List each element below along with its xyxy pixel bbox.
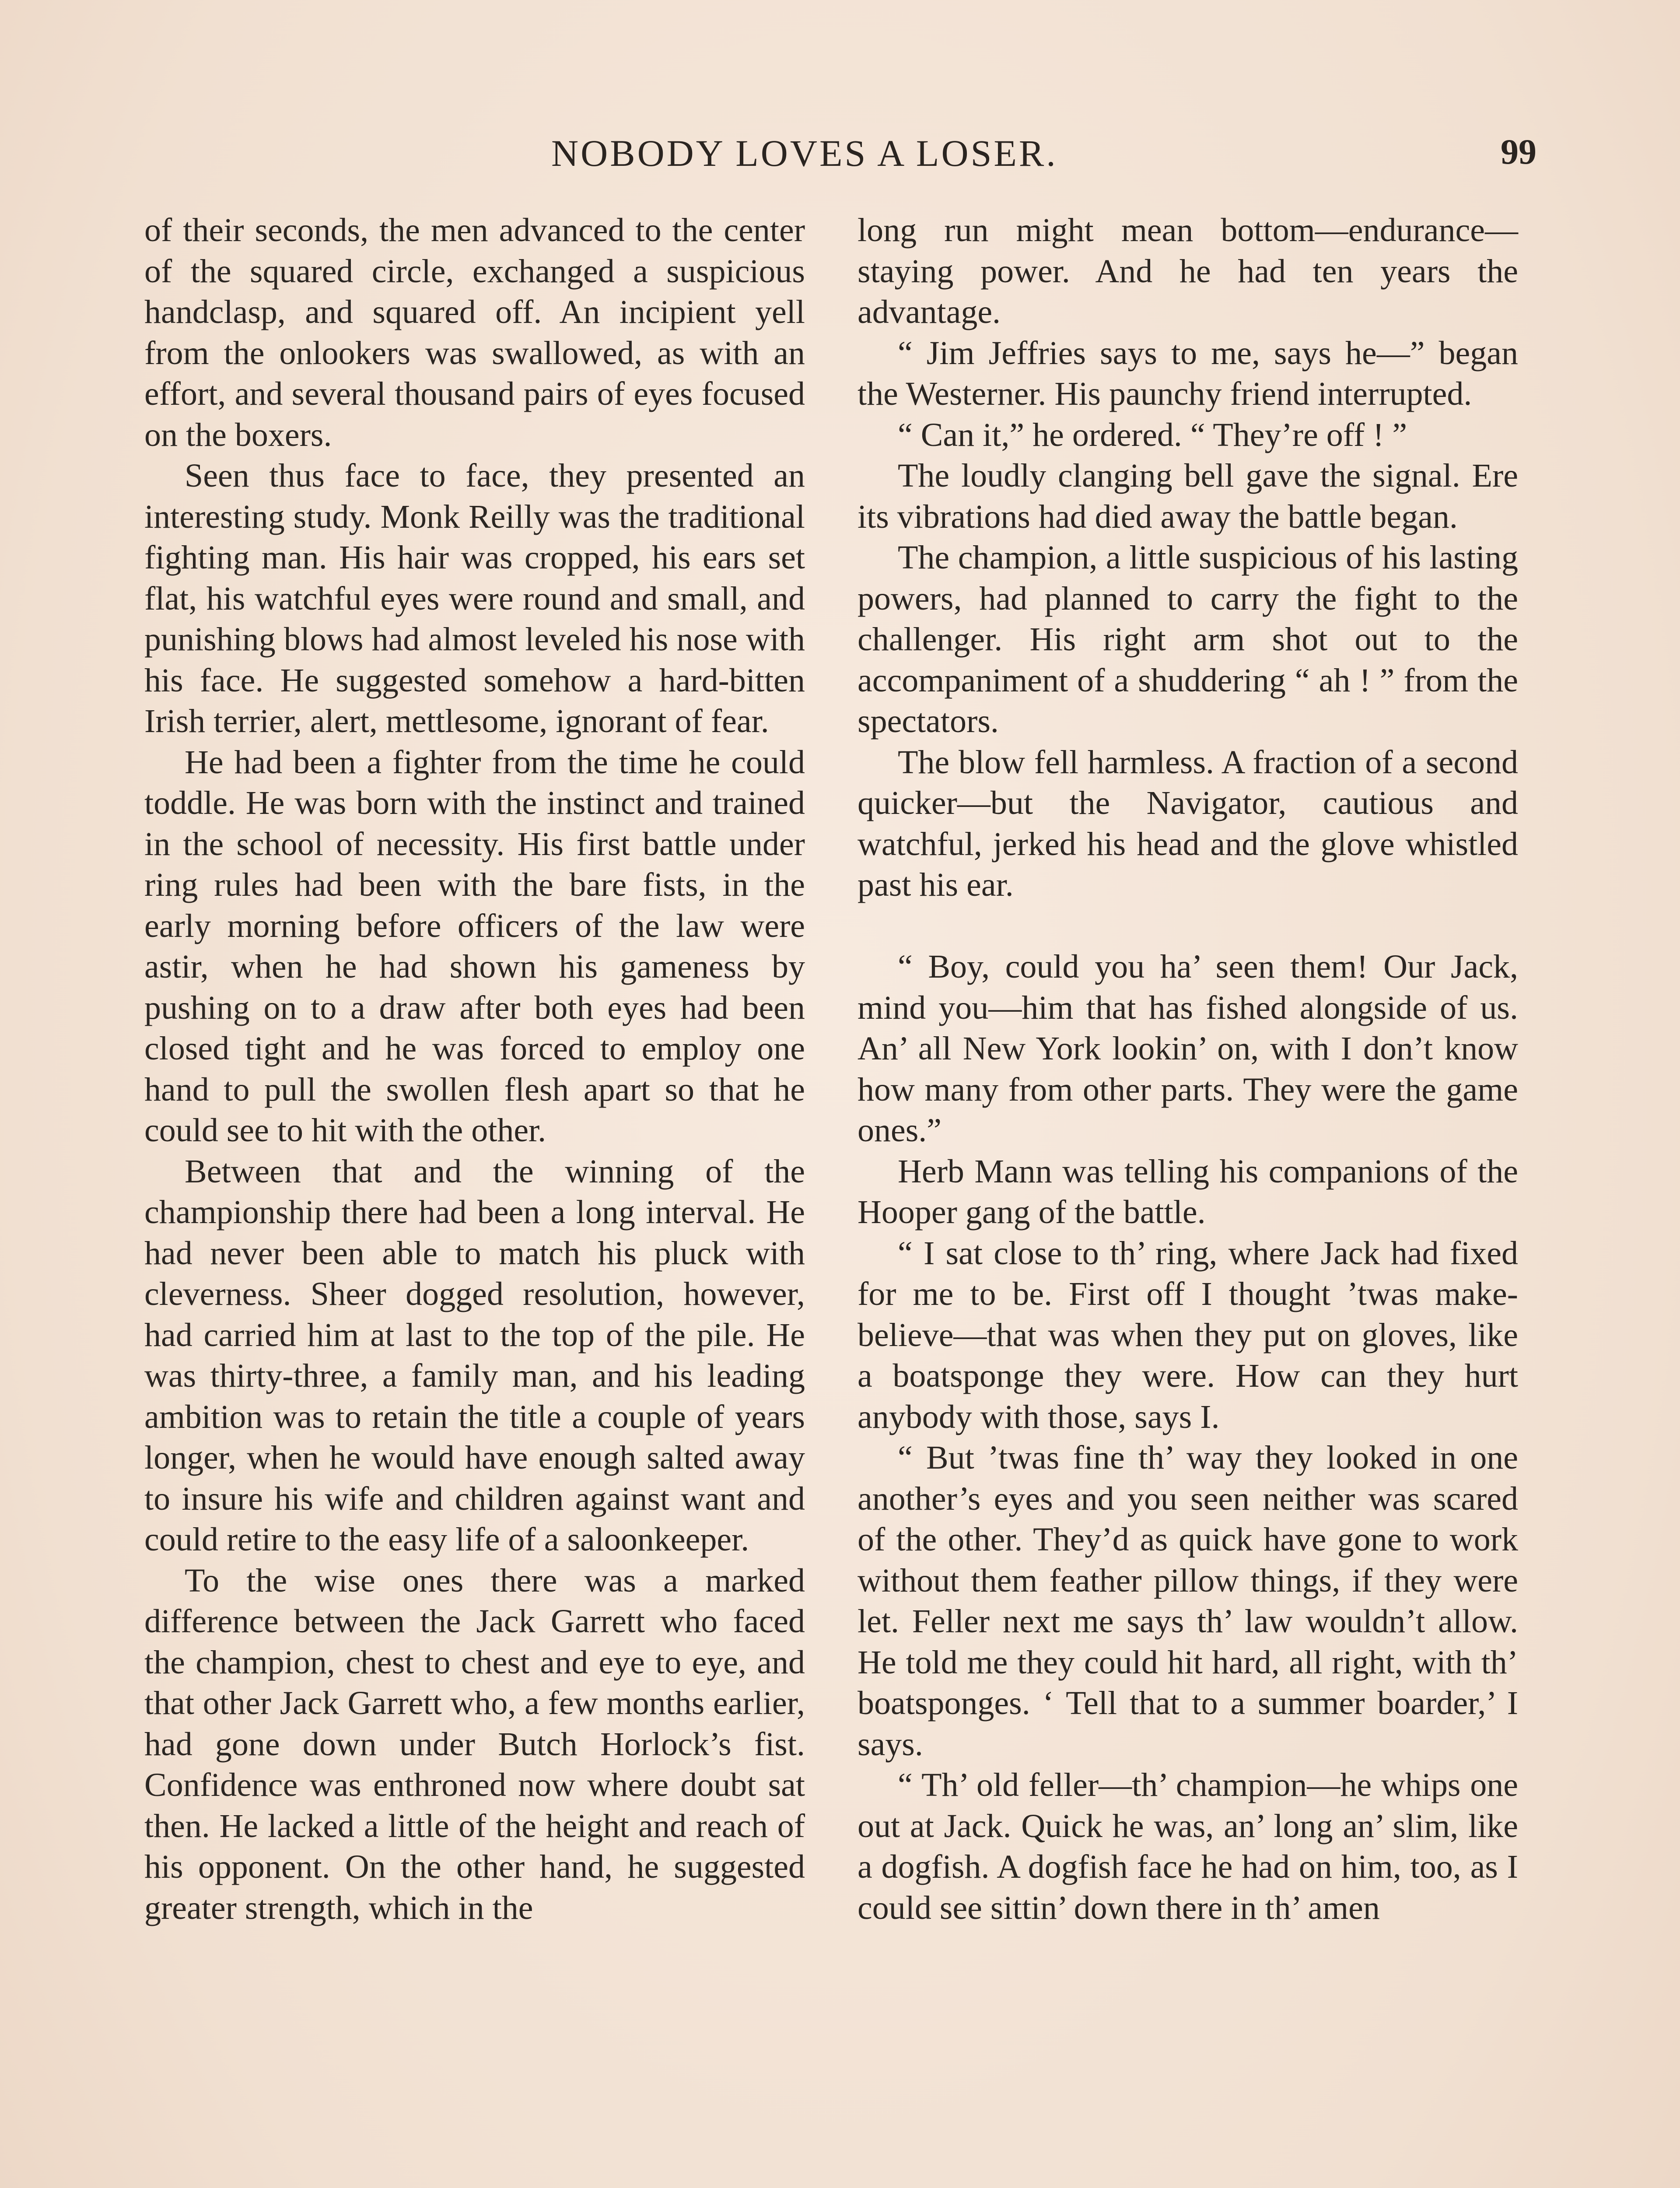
paragraph: The loudly clanging bell gave the signal. Ere its vibrations had died away the battle began.: [858, 457, 1518, 535]
paragraph: of their seconds, the men advanced to the center of the squared circle, exchanged a suspicious handclasp, and squared off. An incipient yell from the onlookers was swallowed, as with an effort, and several thousand pairs of eyes focused on the boxers.: [144, 212, 805, 453]
paragraph: “ I sat close to th’ ring, where Jack had fixed for me to be. First off I thought ’twas make-believe—that was when they put on gloves, like a boatsponge they were. How can they hurt anybody with those, says I.: [858, 1234, 1518, 1435]
paragraph: “ Jim Jeffries says to me, says he—” began the Westerner. His paunchy friend interrupted.: [858, 334, 1518, 412]
page-number: 99: [1501, 132, 1536, 172]
paragraph: Between that and the winning of the championship there had been a long interval. He had never been able to match his pluck with cleverness. Sheer dogged resolution, however, had carried him at last to the top of the pile. He was thirty-three, a family man, and his leading ambition was to retain the title a couple of years longer, when he would have enough salted away to insure his wife and children against want and could retire to the easy life of a saloonkeeper.: [144, 1153, 805, 1558]
paragraph: The blow fell harmless. A fraction of a second quicker—but the Navigator, cautious and watchful, jerked his head and the glove whistled past his ear.: [858, 743, 1518, 903]
paragraph: “ Boy, could you ha’ seen them! Our Jack, mind you—him that has fished alongside of us. An’ all New York lookin’ on, with I don’t know how many from other parts. They were the game ones.”: [858, 948, 1518, 1149]
running-title: NOBODY LOVES A LOSER.: [551, 132, 1058, 174]
right-column: [858, 210, 1518, 1929]
paragraph: “ Th’ old feller—th’ champion—he whips one out at Jack. Quick he was, an’ long an’ slim, like a dogfish. A dogfish face he had on him, too, as I could see sittin’ down there in th’ amen: [858, 1767, 1518, 1926]
left-column: [144, 210, 805, 1929]
paragraph: To the wise ones there was a marked difference between the Jack Garrett who faced the champion, chest to chest and eye to eye, and that other Jack Garrett who, a few months earlier, had gone down under Butch Horlock’s fist. Confidence was enthroned now where doubt sat then. He lacked a little of the height and reach of his opponent. On the other hand, he suggested greater strength, which in the: [144, 1562, 805, 1926]
paragraph: “ Can it,” he ordered. “ They’re off ! ”: [898, 416, 1407, 453]
paragraph: Seen thus face to face, they presented an interesting study. Monk Reilly was the traditional fighting man. His hair was cropped, his ears set flat, his watchful eyes were round and small, and punishing blows had almost leveled his nose with his face. He suggested somehow a hard-bitten Irish terrier, alert, mettlesome, ignorant of fear.: [144, 457, 805, 740]
paragraph: long run might mean bottom—endurance—staying power. And he had ten years the advantage.: [858, 212, 1518, 330]
paragraph: Herb Mann was telling his companions of the Hooper gang of the battle.: [858, 1153, 1518, 1231]
paragraph: “ But ’twas fine th’ way they looked in one another’s eyes and you seen neither was scared of the other. They’d as quick have gone to work without them feather pillow things, if they were let. Feller next me says th’ law wouldn’t allow. He told me they could hit hard, all right, with th’ boatsponges. ‘ Tell that to a summer boarder,’ I says.: [858, 1439, 1518, 1763]
paragraph: The champion, a little suspicious of his lasting powers, had planned to carry the fight to the challenger. His right arm shot out to the accompaniment of a shuddering “ ah ! ” from the spectators.: [858, 539, 1518, 740]
running-header: [0, 131, 1680, 184]
paragraph: He had been a fighter from the time he could toddle. He was born with the instinct and trained in the school of necessity. His first battle under ring rules had been with the bare fists, in the early morning before officers of the law were astir, when he had shown his gameness by pushing on to a draw after both eyes had been closed tight and he was forced to employ one hand to pull the swollen flesh apart so that he could see to hit with the other.: [144, 743, 805, 1149]
